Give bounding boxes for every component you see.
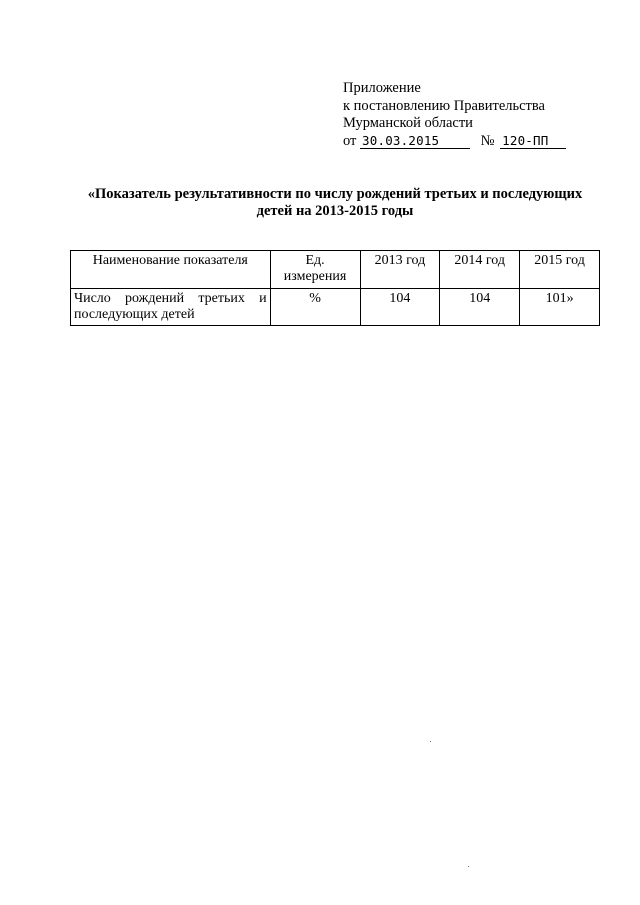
cell-2015: 101» [520, 289, 600, 326]
header-2015: 2015 год [520, 251, 600, 289]
cell-unit: % [270, 289, 360, 326]
appendix-block [343, 80, 566, 150]
scan-speck [430, 741, 431, 742]
appendix-line-2: к постановлению Правительства [343, 97, 545, 114]
table-row [71, 289, 600, 326]
header-indicator-name: Наименование показателя [71, 251, 271, 289]
date-prefix: от [343, 132, 357, 149]
appendix-line-1: Приложение [343, 80, 421, 96]
scan-speck [468, 866, 469, 867]
table-header-row [71, 251, 600, 289]
cell-2013: 104 [360, 289, 440, 326]
appendix-date-line [343, 133, 566, 151]
title-line-1: «Показатель результативности по числу рождений третьих и последующих [87, 186, 583, 202]
document-title [70, 186, 600, 220]
number-sign: № [480, 132, 495, 149]
number-value: 120-ПП [500, 134, 566, 149]
appendix-line-3: Мурманской области [343, 115, 473, 131]
title-line-2: детей на 2013-2015 годы [256, 203, 414, 219]
header-2013: 2013 год [360, 251, 440, 289]
cell-indicator-name: Число рождений третьих и последующих детей [71, 289, 271, 326]
indicator-table [70, 250, 600, 326]
header-2014: 2014 год [440, 251, 520, 289]
date-value: 30.03.2015 [360, 134, 470, 149]
header-unit: Ед. измерения [270, 251, 360, 289]
cell-2014: 104 [440, 289, 520, 326]
